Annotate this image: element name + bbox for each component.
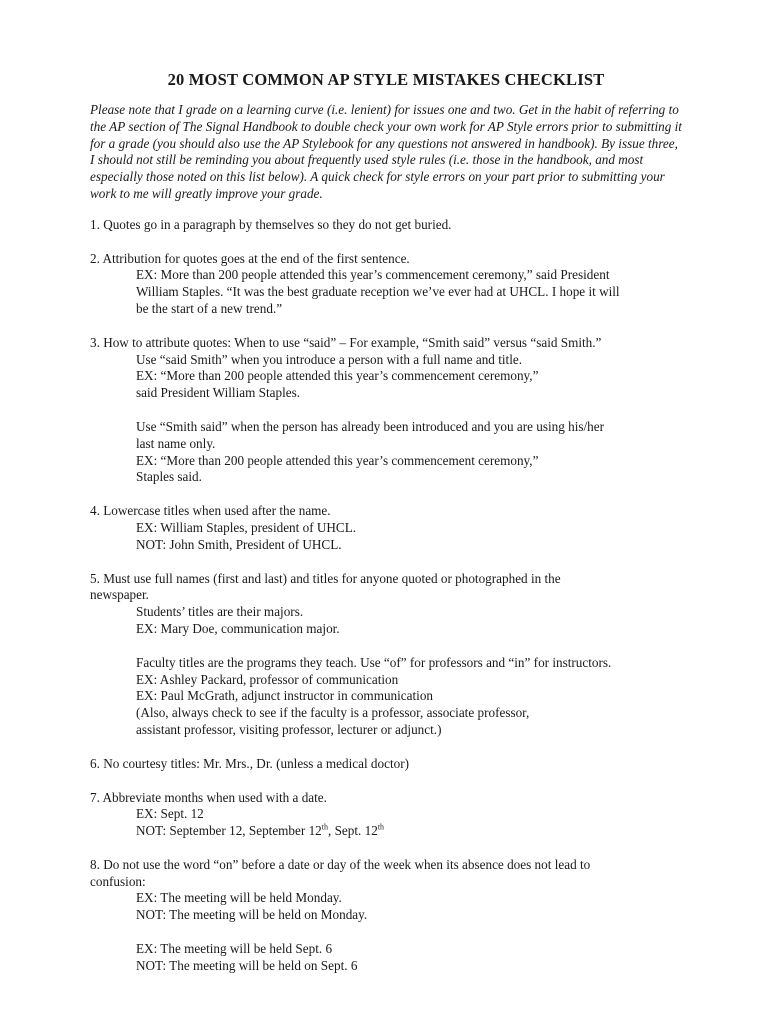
counter-example-line: NOT: John Smith, President of UHCL. [136,536,342,552]
item-heading: 7. Abbreviate months when used with a date. [90,789,327,805]
item-heading-continued: newspaper. [90,587,149,603]
checklist-item-2 [90,251,682,318]
checklist-item-5 [90,571,682,739]
item-heading: 5. Must use full names (first and last) and titles for anyone quoted or photographed in the [90,570,561,586]
counter-example-line: NOT: The meeting will be held on Monday. [136,907,368,923]
counter-example-line: NOT: The meeting will be held on Sept. 6 [136,957,358,973]
example-line: William Staples. “It was the best graduate reception we’ve ever had at UHCL. I hope it will [136,284,620,300]
counter-example-line [90,823,682,840]
example-line: EX: Paul McGrath, adjunct instructor in communication [136,688,434,704]
counter-example-text: NOT: September 12, September 12 [136,823,322,839]
checklist-item-7 [90,790,682,840]
example-line: EX: Mary Doe, communication major. [136,620,340,636]
example-line: EX: The meeting will be held Monday. [136,890,342,906]
checklist-item-6 [90,756,682,773]
rule-line: Faculty titles are the programs they teach. Use “of” for professors and “in” for instructors. [136,654,612,670]
example-line: EX: More than 200 people attended this year’s commencement ceremony,” said President [136,267,610,283]
rule-line: Students’ titles are their majors. [136,604,304,620]
example-line: EX: “More than 200 people attended this year’s commencement ceremony,” [136,368,539,384]
example-line: Staples said. [136,469,202,485]
example-line: EX: William Staples, president of UHCL. [136,519,357,535]
rule-line: Use “Smith said” when the person has already been introduced and you are using his/her [136,418,605,434]
example-line: EX: Ashley Packard, professor of communication [136,671,399,687]
item-heading-continued: confusion: [90,873,146,889]
item-heading: 3. How to attribute quotes: When to use “said” – For example, “Smith said” versus “said Smith.” [90,334,602,350]
note-line: assistant professor, visiting professor, lecturer or adjunct.) [136,721,442,737]
ordinal-suffix: th [321,822,328,832]
example-line: said President William Staples. [136,385,301,401]
item-heading: 1. Quotes go in a paragraph by themselves so they do not get buried. [90,216,452,232]
item-heading: 6. No courtesy titles: Mr. Mrs., Dr. (unless a medical doctor) [90,755,410,771]
rule-line: Use “said Smith” when you introduce a person with a full name and title. [136,351,523,367]
example-line: EX: “More than 200 people attended this year’s commencement ceremony,” [136,452,539,468]
counter-example-text: , Sept. 12 [328,823,378,839]
item-heading: 4. Lowercase titles when used after the name. [90,503,331,519]
item-heading: 2. Attribution for quotes goes at the end of the first sentence. [90,250,410,266]
checklist-item-8 [90,857,682,975]
intro-paragraph: Please note that I grade on a learning curve (i.e. lenient) for issues one and two. Get in the habit of referring to the AP section of The Signal Handbook to double check your own work for AP Style errors prior to submitting it for a grade (you should also use the AP Stylebook for any questions not answered in handbook). By issue three, I should not still be reminding you about frequently used style rules (i.e. those in the handbook, and most especially those noted on this list below). A quick check for style errors on your part prior to submitting your work to me will greatly improve your grade. [90,102,682,201]
rule-line: last name only. [136,435,216,451]
note-line: (Also, always check to see if the faculty is a professor, associate professor, [136,705,530,721]
checklist-item-4 [90,503,682,553]
page-title: 20 MOST COMMON AP STYLE MISTAKES CHECKLIST [167,70,605,89]
item-heading: 8. Do not use the word “on” before a date or day of the week when its absence does not lead to [90,856,591,872]
ordinal-suffix: th [377,822,385,832]
example-line: EX: Sept. 12 [136,806,204,822]
example-line: EX: The meeting will be held Sept. 6 [136,941,333,957]
checklist-item-3 [90,335,682,486]
checklist-item-1 [90,217,682,234]
example-line: be the start of a new trend.” [136,300,283,316]
